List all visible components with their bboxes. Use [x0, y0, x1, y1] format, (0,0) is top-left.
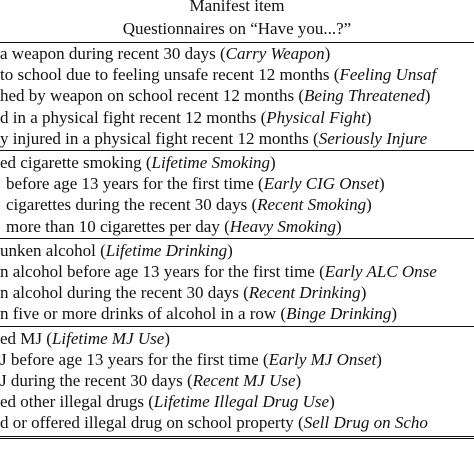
group-divider — [0, 238, 474, 239]
item-description: hed by weapon on school recent 12 months ( — [0, 86, 305, 106]
table-row — [0, 370, 301, 391]
item-description: J during the recent 30 days ( — [0, 371, 193, 390]
item-abbreviation: Recent Drinking — [248, 283, 361, 303]
item-abbreviation: Carry Weapon — [225, 44, 325, 63]
item-description: n five or more drinks of alcohol in a row ( — [0, 304, 287, 324]
table-row — [0, 152, 276, 173]
item-abbreviation: Lifetime MJ Use — [51, 328, 165, 348]
item-abbreviation: Being Threatened — [304, 86, 425, 106]
item-close-paren: ) — [227, 240, 233, 260]
item-close-paren: ) — [295, 371, 302, 390]
item-close-paren: ) — [329, 392, 335, 412]
item-abbreviation: Early MJ Onset — [268, 349, 377, 369]
group-divider — [0, 326, 474, 327]
item-description: to school due to feeling unsafe recent 12 months ( — [0, 65, 340, 85]
table-row — [6, 194, 372, 215]
item-description: n alcohol during the recent 30 days ( — [0, 283, 249, 303]
item-abbreviation: Lifetime Drinking — [105, 240, 228, 260]
bottom-rule-double — [0, 438, 474, 439]
item-description: more than 10 cigarettes per day ( — [6, 216, 230, 236]
item-description: d or offered illegal drug on school property ( — [0, 413, 304, 433]
table-row — [0, 391, 335, 412]
table-row — [0, 43, 330, 64]
item-description: before age 13 years for the first time ( — [6, 174, 264, 194]
item-abbreviation: Sell Drug on Scho — [303, 413, 428, 433]
bottom-rule — [0, 436, 474, 437]
item-description: d in a physical fight recent 12 months ( — [0, 107, 267, 127]
item-description: unken alcohol ( — [0, 240, 106, 260]
item-close-paren: ) — [424, 86, 431, 106]
column-header-manifest-item: Manifest item — [189, 0, 285, 15]
item-abbreviation: Lifetime Illegal Drug Use — [153, 392, 330, 412]
column-header-questionnaires: Questionnaires on “Have you...?” — [122, 19, 352, 38]
item-abbreviation: Binge Drinking — [286, 304, 392, 324]
item-close-paren: ) — [270, 153, 276, 172]
item-description: cigarettes during the recent 30 days ( — [6, 195, 258, 215]
item-close-paren: ) — [335, 216, 342, 236]
table-row — [0, 85, 430, 106]
item-description: ed MJ ( — [0, 328, 52, 348]
table-row — [0, 328, 170, 349]
item-close-paren: ) — [365, 107, 372, 127]
table-row — [0, 412, 428, 433]
item-close-paren: ) — [378, 174, 385, 194]
item-abbreviation: Early CIG Onset — [263, 174, 379, 194]
item-description: ed cigarette smoking ( — [0, 153, 152, 172]
item-abbreviation: Early ALC Onse — [324, 262, 437, 281]
item-description: y injured in a physical fight recent 12 months ( — [0, 128, 319, 148]
table-row — [6, 173, 385, 194]
item-description: ed other illegal drugs ( — [0, 392, 154, 412]
item-close-paren: ) — [360, 283, 367, 303]
table-row — [0, 303, 397, 324]
item-close-paren: ) — [391, 304, 398, 324]
table-row — [6, 216, 342, 237]
table-row — [0, 261, 437, 282]
table-row — [0, 107, 372, 128]
item-close-paren: ) — [324, 44, 331, 63]
item-abbreviation: Recent MJ Use — [192, 371, 296, 390]
item-abbreviation: Feeling Unsaf — [339, 65, 437, 85]
item-abbreviation: Seriously Injure — [318, 128, 428, 148]
item-description: J before age 13 years for the first time ( — [0, 349, 269, 369]
item-close-paren: ) — [376, 349, 382, 369]
table-row — [0, 282, 366, 303]
item-abbreviation: Heavy Smoking — [229, 216, 336, 236]
item-abbreviation: Physical Fight — [266, 107, 366, 127]
item-close-paren: ) — [164, 328, 170, 348]
item-abbreviation: Lifetime Smoking — [151, 153, 271, 172]
item-close-paren: ) — [366, 195, 372, 215]
table-row — [0, 64, 436, 85]
table-row — [0, 349, 382, 370]
item-description: n alcohol before age 13 years for the first time ( — [0, 262, 325, 281]
item-abbreviation: Recent Smoking — [257, 195, 367, 215]
group-divider — [0, 150, 474, 151]
item-description: a weapon during recent 30 days ( — [0, 44, 226, 63]
table-row — [0, 240, 233, 261]
table-row — [0, 128, 427, 149]
